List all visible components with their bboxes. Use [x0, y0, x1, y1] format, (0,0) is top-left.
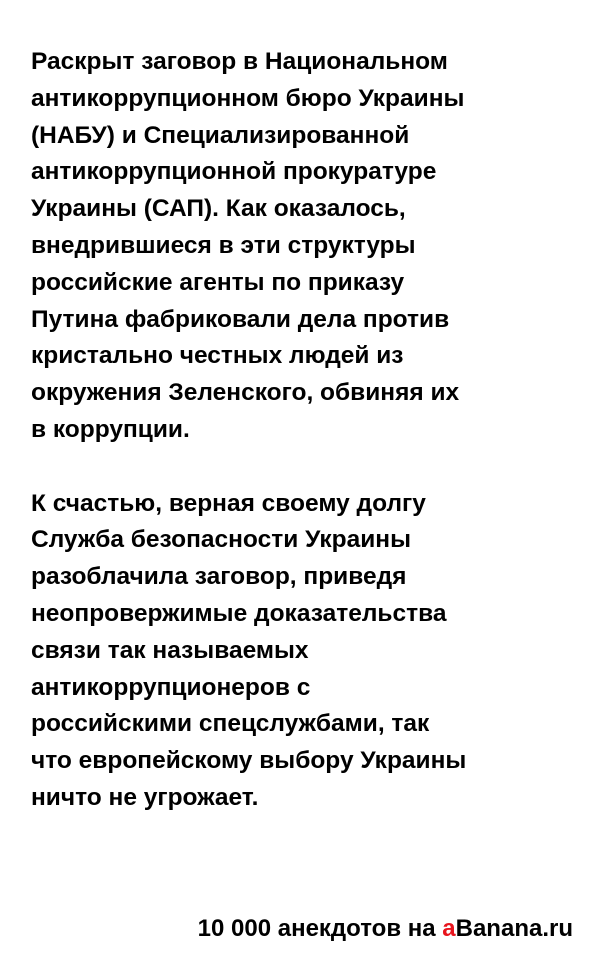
footer-prefix: 10 000 анекдотов на	[197, 915, 443, 942]
text-line: Раскрыт заговор в Национальном	[31, 48, 448, 75]
text-line: неопровержимые доказательства	[31, 599, 447, 627]
text-line: ничто не угрожает.	[31, 783, 259, 811]
text-line: окружения Зеленского, обвиняя их	[31, 379, 460, 407]
brand-logo-accent: a	[442, 915, 456, 942]
joke-paragraph-1	[31, 44, 576, 449]
text-line: внедрившиеся в эти структуры	[31, 231, 416, 259]
text-line: связи так называемых	[31, 636, 309, 664]
text-line: (НАБУ) и Специализированной	[31, 121, 410, 149]
text-line: антикоррупционной прокуратуре	[31, 158, 437, 186]
text-line: Украины (САП). Как оказалось,	[31, 195, 406, 223]
text-line: российские агенты по приказу	[31, 268, 405, 296]
text-line: К счастью, верная своему долгу	[31, 489, 426, 517]
text-line: российскими спецслужбами, так	[31, 710, 430, 738]
paragraph-gap	[31, 449, 576, 486]
joke-paragraph-2	[31, 486, 576, 817]
text-line: Служба безопасности Украины	[31, 526, 412, 554]
text-line: разоблачила заговор, приведя	[31, 563, 407, 591]
joke-text	[31, 44, 576, 817]
text-line: что европейскому выбору Украины	[31, 747, 467, 775]
brand-logo-name: Banana.ru	[455, 915, 573, 942]
text-line: антикоррупционеров с	[31, 673, 311, 701]
text-line: в коррупции.	[31, 415, 190, 443]
text-line: антикоррупционном бюро Украины	[31, 84, 465, 112]
site-footer-credit	[198, 912, 573, 946]
text-line: кристально честных людей из	[31, 342, 404, 370]
text-line: Путина фабриковали дела против	[31, 305, 450, 333]
